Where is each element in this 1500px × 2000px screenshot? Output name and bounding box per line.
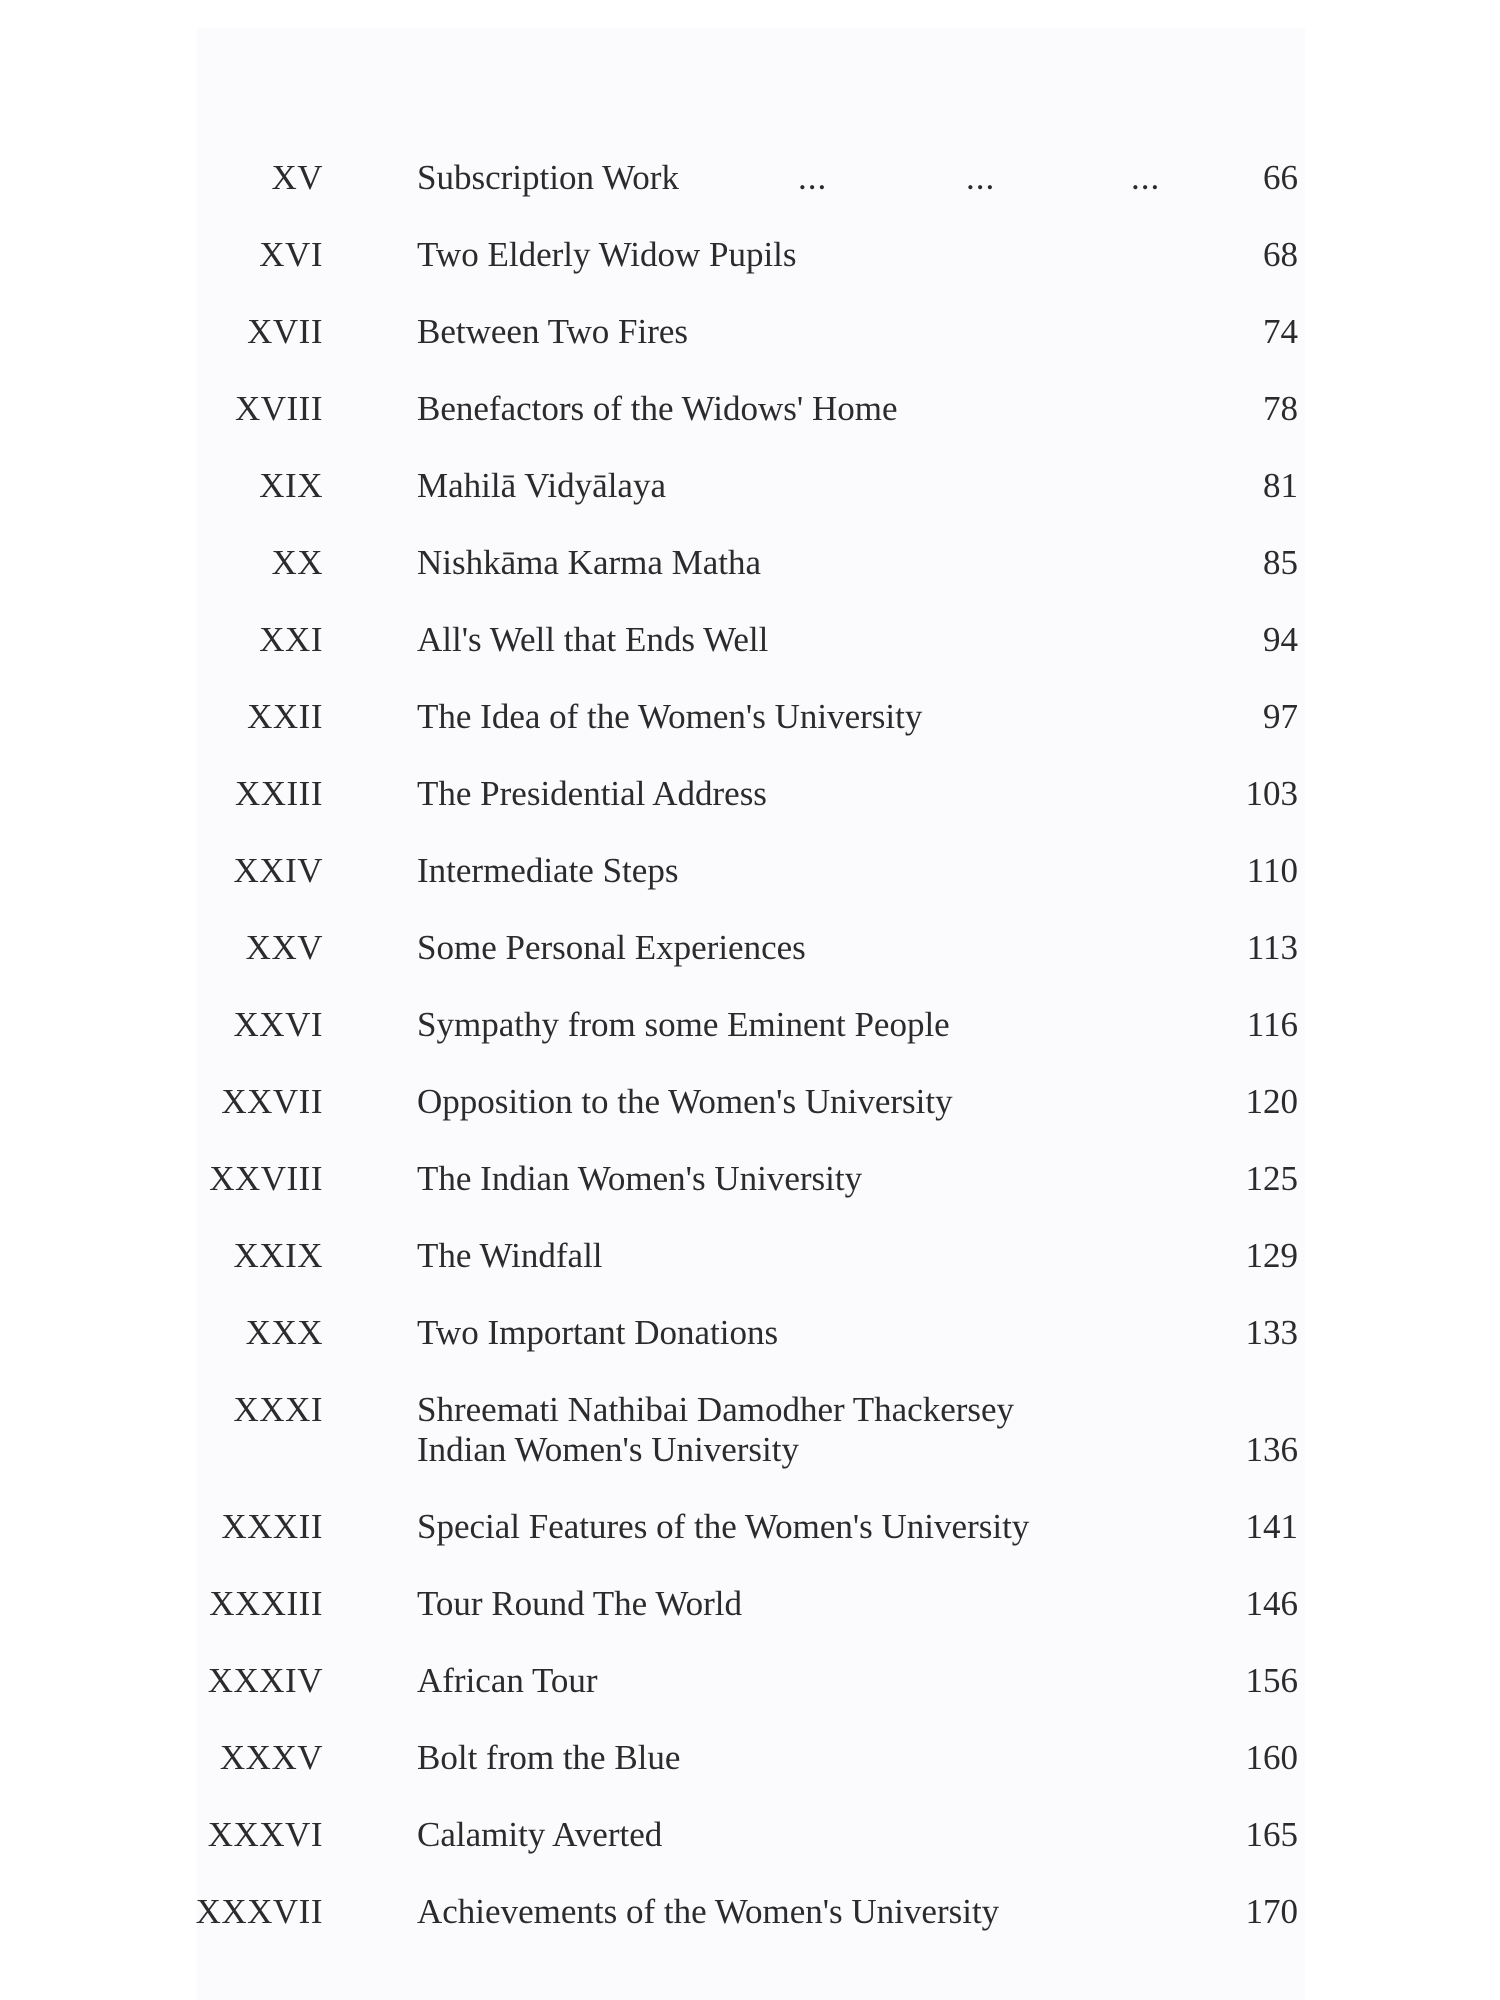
page-number: 66 (1263, 158, 1298, 197)
chapter-title: The Presidential Address (417, 774, 767, 813)
toc-entry-xxviii (0, 1159, 1500, 1235)
chapter-title: Subscription Work (417, 158, 679, 197)
chapter-title: Some Personal Experiences (417, 928, 806, 967)
toc-entry-xxxiii (0, 1584, 1500, 1660)
chapter-title: The Indian Women's University (417, 1159, 863, 1198)
toc-entry-xxiii (0, 774, 1500, 850)
toc-entry-xvi (0, 235, 1500, 311)
toc-entry-xxiv (0, 851, 1500, 927)
toc-entry-xxxvi (0, 1815, 1500, 1891)
page-number: 125 (1245, 1159, 1298, 1198)
chapter-number: XXVI (233, 1005, 323, 1044)
page-number: 156 (1245, 1661, 1298, 1700)
page-number: 165 (1245, 1815, 1298, 1854)
chapter-number: XIX (259, 466, 323, 505)
chapter-number: XXX (245, 1313, 323, 1352)
page-number: 78 (1263, 389, 1298, 428)
page-number: 110 (1246, 851, 1298, 890)
page-number: 74 (1263, 312, 1298, 351)
chapter-title: Between Two Fires (417, 312, 689, 351)
chapter-title: Intermediate Steps (417, 851, 679, 890)
page-number: 97 (1263, 697, 1298, 736)
chapter-title (417, 1390, 1014, 1470)
chapter-number: XXXI (233, 1390, 323, 1429)
leader-dots: ... (966, 158, 996, 197)
chapter-title: African Tour (417, 1661, 598, 1700)
toc-entry-xx (0, 543, 1500, 619)
chapter-number: XVIII (234, 389, 323, 428)
chapter-title: Two Important Donations (417, 1313, 779, 1352)
toc-entry-xxxi (0, 1390, 1500, 1510)
chapter-title: Special Features of the Women's University (417, 1507, 1030, 1546)
chapter-number: XXXII (221, 1507, 323, 1546)
page-number: 146 (1245, 1584, 1298, 1623)
page-number: 116 (1246, 1005, 1298, 1044)
chapter-number: XXVIII (209, 1159, 323, 1198)
chapter-number: XXXVII (195, 1892, 323, 1931)
page-number: 103 (1245, 774, 1298, 813)
page-number: 81 (1263, 466, 1298, 505)
chapter-title: Tour Round The World (417, 1584, 742, 1623)
toc-entry-xxix (0, 1236, 1500, 1312)
toc-entry-xxvii (0, 1082, 1500, 1158)
toc-entry-xviii (0, 389, 1500, 465)
chapter-title-line: Shreemati Nathibai Damodher Thackersey (417, 1390, 1015, 1429)
chapter-title: Bolt from the Blue (417, 1738, 681, 1777)
chapter-number: XXII (247, 697, 323, 736)
page-number: 68 (1263, 235, 1298, 274)
chapter-number: XXXV (219, 1738, 323, 1777)
toc-entry-xix (0, 466, 1500, 542)
toc-entry-xxxii (0, 1507, 1500, 1583)
chapter-title: Sympathy from some Eminent People (417, 1005, 950, 1044)
page-number: 85 (1263, 543, 1298, 582)
chapter-number: XXIII (234, 774, 323, 813)
chapter-number: XVII (247, 312, 323, 351)
chapter-title: Calamity Averted (417, 1815, 663, 1854)
chapter-number: XXIV (233, 851, 323, 890)
toc-entry-xxx (0, 1313, 1500, 1389)
toc-entry-xxxiv (0, 1661, 1500, 1737)
toc-entry-xxvi (0, 1005, 1500, 1081)
page-number: 113 (1246, 928, 1298, 967)
chapter-number: XXV (245, 928, 323, 967)
chapter-title: Mahilā Vidyālaya (417, 466, 666, 505)
page-number: 136 (1245, 1430, 1298, 1469)
page-number: 170 (1245, 1892, 1298, 1931)
toc-entry-xvii (0, 312, 1500, 388)
chapter-title: Opposition to the Women's University (417, 1082, 953, 1121)
chapter-number: XXIX (233, 1236, 323, 1275)
chapter-number: XV (271, 158, 323, 197)
page-number: 133 (1245, 1313, 1298, 1352)
toc-entry-xxxvii (0, 1892, 1500, 1968)
chapter-number: XVI (259, 235, 323, 274)
chapter-number: XXXIV (207, 1661, 323, 1700)
toc-entry-xxxv (0, 1738, 1500, 1814)
leader-dots: ... (798, 158, 828, 197)
chapter-number: XX (271, 543, 323, 582)
chapter-number: XXI (259, 620, 323, 659)
page-number: 141 (1245, 1507, 1298, 1546)
toc-entry-xv (0, 158, 1500, 234)
chapter-number: XXVII (221, 1082, 323, 1121)
toc-entry-xxii (0, 697, 1500, 773)
toc-entry-xxi (0, 620, 1500, 696)
page-number: 129 (1245, 1236, 1298, 1275)
page-number: 120 (1245, 1082, 1298, 1121)
chapter-title: Benefactors of the Widows' Home (417, 389, 898, 428)
page-number: 160 (1245, 1738, 1298, 1777)
toc-entry-xxv (0, 928, 1500, 1004)
chapter-title: Nishkāma Karma Matha (417, 543, 762, 582)
chapter-title: Achievements of the Women's University (417, 1892, 1000, 1931)
chapter-title: The Windfall (417, 1236, 603, 1275)
chapter-number: XXXVI (207, 1815, 323, 1854)
page-number: 94 (1263, 620, 1298, 659)
chapter-title: The Idea of the Women's University (417, 697, 923, 736)
chapter-title: All's Well that Ends Well (417, 620, 769, 659)
chapter-number: XXXIII (209, 1584, 323, 1623)
chapter-title-line: Indian Women's University (417, 1430, 799, 1469)
leader-dots: ... (1131, 158, 1161, 197)
chapter-title: Two Elderly Widow Pupils (417, 235, 797, 274)
